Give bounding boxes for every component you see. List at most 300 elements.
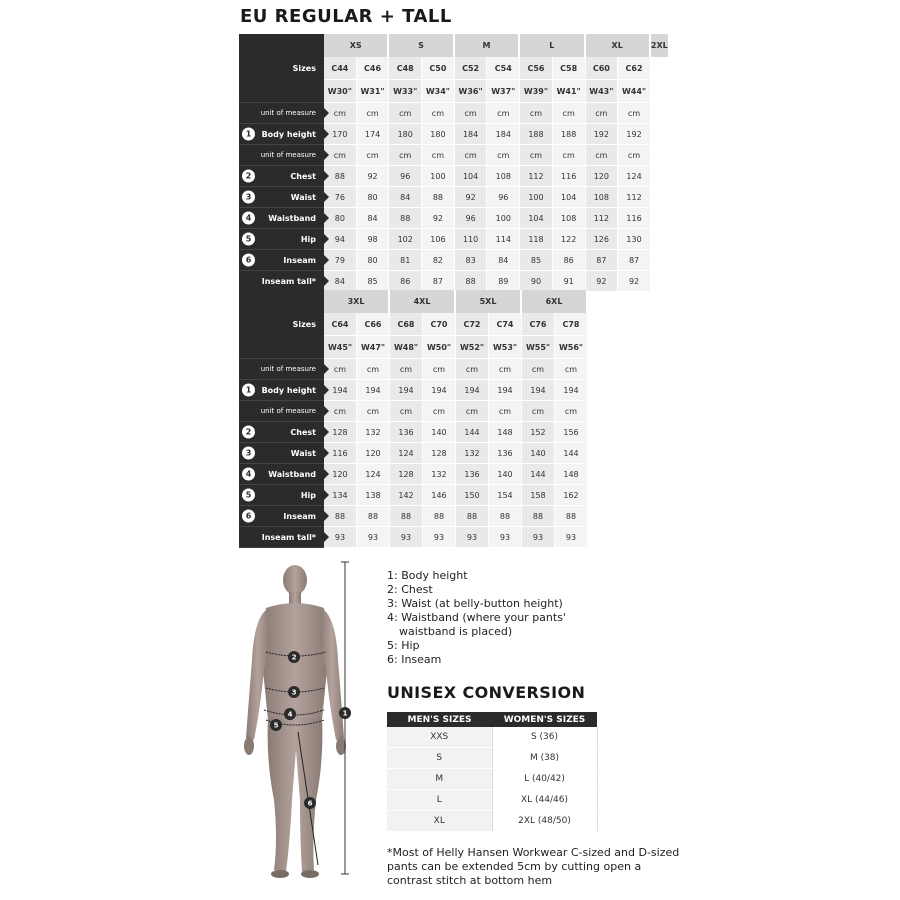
measurement-legend <box>387 569 566 667</box>
measure-number-badge: 1 <box>242 128 255 141</box>
table-cell: cm <box>357 103 390 124</box>
row-label-hip <box>239 485 324 506</box>
size-group-header: 3XL <box>324 290 390 313</box>
table-cell: 134 <box>324 485 357 506</box>
row-arrow-icon <box>324 427 329 437</box>
row-label-waistband <box>239 464 324 485</box>
table-cell: 152 <box>522 422 555 443</box>
row-label-text: Inseam <box>283 511 316 521</box>
table-cell: 88 <box>489 506 522 527</box>
table-cell: 124 <box>390 443 423 464</box>
legend-item: waistband is placed) <box>399 625 513 638</box>
table-cell: 188 <box>520 124 553 145</box>
table-cell: cm <box>456 401 489 422</box>
row-label-waist <box>239 187 324 208</box>
row-label-text: Inseam tall* <box>261 532 316 542</box>
table-cell: 92 <box>422 208 455 229</box>
row-arrow-icon <box>324 448 329 458</box>
size-code-cell: C66 <box>357 313 390 336</box>
table-cell: 93 <box>357 527 390 548</box>
row-arrow-icon <box>324 129 329 139</box>
table-cell: 174 <box>357 124 390 145</box>
size-code-cell: C60 <box>586 57 619 80</box>
table-cell: 87 <box>586 250 619 271</box>
table-cell: cm <box>324 359 357 380</box>
measure-number-badge: 1 <box>242 384 255 397</box>
womens-size-cell: M (38) <box>492 748 597 769</box>
row-label-text: Waist <box>290 448 316 458</box>
table-cell: 104 <box>455 166 488 187</box>
table-cell: 86 <box>553 250 586 271</box>
table-cell: 180 <box>422 124 455 145</box>
womens-size-cell: L (40/42) <box>492 769 597 790</box>
size-code-cell: W39" <box>520 80 553 103</box>
table-cell: cm <box>324 103 357 124</box>
table-cell: 194 <box>357 380 390 401</box>
table-cell: 81 <box>389 250 422 271</box>
table-cell: 194 <box>555 380 588 401</box>
size-code-cell: W36" <box>455 80 488 103</box>
table-cell: 194 <box>522 380 555 401</box>
table-cell: 93 <box>522 527 555 548</box>
table-cell: 84 <box>487 250 520 271</box>
table-cell: 88 <box>455 271 488 292</box>
size-code-cell: W53" <box>489 336 522 359</box>
mens-size-cell: XL <box>387 811 492 832</box>
table-cell: 144 <box>555 443 588 464</box>
size-code-cell: W52" <box>456 336 489 359</box>
table-cell: cm <box>324 401 357 422</box>
row-label-waist <box>239 443 324 464</box>
conversion-row <box>387 811 597 832</box>
svg-text:4: 4 <box>287 710 293 719</box>
table-cell: 83 <box>455 250 488 271</box>
size-group-header: XS <box>324 34 389 57</box>
conversion-table <box>387 712 598 832</box>
table-cell: 118 <box>520 229 553 250</box>
row-label-text: unit of measure <box>260 151 316 159</box>
table-cell: 88 <box>357 506 390 527</box>
size-code-cell: C58 <box>553 57 586 80</box>
row-label-body-height <box>239 380 324 401</box>
size-code-cell: W45" <box>324 336 357 359</box>
chart-title: EU REGULAR + TALL <box>240 6 452 27</box>
mens-size-cell: S <box>387 748 492 769</box>
sizes-label: Sizes <box>239 290 324 359</box>
table-cell: 194 <box>423 380 456 401</box>
row-label-text: Hip <box>300 234 316 244</box>
table-cell: cm <box>522 359 555 380</box>
size-code-cell: W50" <box>423 336 456 359</box>
table-cell: 86 <box>389 271 422 292</box>
conversion-row <box>387 727 597 748</box>
row-arrow-icon <box>324 511 329 521</box>
table-cell: 188 <box>553 124 586 145</box>
table-cell: cm <box>422 103 455 124</box>
legend-item: 6: Inseam <box>387 653 442 666</box>
size-code-cell: C56 <box>520 57 553 80</box>
legend-item: 1: Body height <box>387 569 468 582</box>
table-cell: cm <box>553 145 586 166</box>
size-group-header: 5XL <box>456 290 522 313</box>
measure-number-badge: 6 <box>242 254 255 267</box>
size-group-header: L <box>520 34 585 57</box>
size-code-cell: W37" <box>487 80 520 103</box>
measure-number-badge: 5 <box>242 489 255 502</box>
legend-item: 3: Waist (at belly-button height) <box>387 597 563 610</box>
size-group-header: 4XL <box>390 290 456 313</box>
size-group-header: 2XL <box>651 34 670 57</box>
table-cell: 138 <box>357 485 390 506</box>
table-cell: 154 <box>489 485 522 506</box>
row-arrow-icon <box>324 385 329 395</box>
table-cell: 106 <box>422 229 455 250</box>
table-cell: 148 <box>555 464 588 485</box>
table-cell: 96 <box>487 187 520 208</box>
size-code-cell: C50 <box>422 57 455 80</box>
table-cell: cm <box>423 359 456 380</box>
size-code-cell: C68 <box>390 313 423 336</box>
table-cell: 96 <box>389 166 422 187</box>
womens-size-cell: S (36) <box>492 727 597 748</box>
table-cell: cm <box>487 145 520 166</box>
size-code-cell: C78 <box>555 313 588 336</box>
table-cell: cm <box>618 103 651 124</box>
size-code-cell: C54 <box>487 57 520 80</box>
table-cell: 104 <box>520 208 553 229</box>
table-cell: 140 <box>522 443 555 464</box>
table-cell: 110 <box>455 229 488 250</box>
measure-number-badge: 4 <box>242 212 255 225</box>
row-arrow-icon <box>324 406 329 416</box>
size-code-cell: C48 <box>389 57 422 80</box>
table-cell: cm <box>423 401 456 422</box>
row-label-inseam-tall <box>239 527 324 548</box>
size-code-cell: W33" <box>389 80 422 103</box>
size-code-cell: W43" <box>586 80 619 103</box>
row-label-text: Waist <box>290 192 316 202</box>
table-cell: cm <box>422 145 455 166</box>
size-code-cell: C76 <box>522 313 555 336</box>
row-arrow-icon <box>324 255 329 265</box>
table-cell: cm <box>389 103 422 124</box>
body-figure <box>236 560 366 894</box>
table-cell: 93 <box>423 527 456 548</box>
table-cell: 91 <box>553 271 586 292</box>
table-cell: 136 <box>390 422 423 443</box>
size-group-header: M <box>455 34 520 57</box>
table-cell: 194 <box>390 380 423 401</box>
table-cell: 88 <box>324 166 357 187</box>
size-table-large <box>239 290 588 548</box>
size-code-cell: C74 <box>489 313 522 336</box>
size-code-cell: W34" <box>422 80 455 103</box>
svg-text:6: 6 <box>307 799 313 808</box>
table-cell: 108 <box>586 187 619 208</box>
row-arrow-icon <box>324 364 329 374</box>
table-cell: 93 <box>489 527 522 548</box>
table-cell: 146 <box>423 485 456 506</box>
table-cell: 126 <box>586 229 619 250</box>
table-cell: 80 <box>357 187 390 208</box>
table-cell: 122 <box>553 229 586 250</box>
row-label-hip <box>239 229 324 250</box>
row-label-text: Hip <box>300 490 316 500</box>
table-cell: 93 <box>324 527 357 548</box>
table-cell: cm <box>389 145 422 166</box>
table-cell: 148 <box>489 422 522 443</box>
table-cell: 100 <box>422 166 455 187</box>
table-cell: cm <box>586 145 619 166</box>
table-cell: 104 <box>553 187 586 208</box>
table-cell: 184 <box>455 124 488 145</box>
table-cell: 88 <box>555 506 588 527</box>
table-cell: 128 <box>390 464 423 485</box>
table-cell: 136 <box>456 464 489 485</box>
table-cell: 132 <box>456 443 489 464</box>
svg-text:2: 2 <box>291 653 297 662</box>
table-cell: 136 <box>489 443 522 464</box>
row-label-text: Inseam <box>283 255 316 265</box>
row-arrow-icon <box>324 150 329 160</box>
table-cell: 116 <box>324 443 357 464</box>
row-label-unit-of-measure <box>239 145 324 166</box>
measure-number-badge: 2 <box>242 426 255 439</box>
row-label-unit-of-measure <box>239 401 324 422</box>
table-cell: 84 <box>357 208 390 229</box>
row-label-text: Waistband <box>268 469 316 479</box>
table-cell: 88 <box>422 187 455 208</box>
table-cell: cm <box>324 145 357 166</box>
table-cell: 88 <box>390 506 423 527</box>
table-cell: 156 <box>555 422 588 443</box>
table-cell: cm <box>455 145 488 166</box>
row-arrow-icon <box>324 108 329 118</box>
sizes-label: Sizes <box>239 34 324 103</box>
table-cell: cm <box>553 103 586 124</box>
table-cell: cm <box>390 359 423 380</box>
table-cell: 158 <box>522 485 555 506</box>
size-code-cell: C64 <box>324 313 357 336</box>
svg-text:3: 3 <box>291 688 297 697</box>
row-label-text: unit of measure <box>260 109 316 117</box>
table-cell: 85 <box>357 271 390 292</box>
table-cell: cm <box>555 401 588 422</box>
row-arrow-icon <box>324 192 329 202</box>
row-label-inseam-tall <box>239 271 324 292</box>
row-label-text: unit of measure <box>260 365 316 373</box>
legend-item: 5: Hip <box>387 639 420 652</box>
table-cell: cm <box>586 103 619 124</box>
table-cell: cm <box>357 145 390 166</box>
table-cell: 192 <box>618 124 651 145</box>
womens-size-cell: 2XL (48/50) <box>492 811 597 832</box>
table-cell: 92 <box>357 166 390 187</box>
size-code-cell: W56" <box>555 336 588 359</box>
table-cell: 162 <box>555 485 588 506</box>
row-label-unit-of-measure <box>239 103 324 124</box>
size-group-header: XL <box>586 34 651 57</box>
size-code-cell: C44 <box>324 57 357 80</box>
table-cell: 88 <box>423 506 456 527</box>
table-cell: 84 <box>324 271 357 292</box>
table-cell: 102 <box>389 229 422 250</box>
table-cell: 120 <box>324 464 357 485</box>
table-cell: 80 <box>357 250 390 271</box>
table-cell: cm <box>489 401 522 422</box>
svg-text:1: 1 <box>342 709 348 718</box>
size-code-cell: W55" <box>522 336 555 359</box>
table-cell: 194 <box>456 380 489 401</box>
table-cell: 94 <box>324 229 357 250</box>
conversion-row <box>387 790 597 811</box>
table-cell: 82 <box>422 250 455 271</box>
table-cell: cm <box>618 145 651 166</box>
table-cell: 108 <box>553 208 586 229</box>
table-cell: 150 <box>456 485 489 506</box>
table-cell: 144 <box>522 464 555 485</box>
table-cell: 88 <box>324 506 357 527</box>
table-cell: 76 <box>324 187 357 208</box>
size-code-cell: W44" <box>618 80 651 103</box>
table-cell: 80 <box>324 208 357 229</box>
table-cell: 132 <box>357 422 390 443</box>
table-cell: 108 <box>487 166 520 187</box>
table-cell: 194 <box>324 380 357 401</box>
size-code-cell: W47" <box>357 336 390 359</box>
table-cell: 112 <box>618 187 651 208</box>
size-table-regular <box>239 34 670 292</box>
table-cell: cm <box>522 401 555 422</box>
table-cell: 93 <box>456 527 489 548</box>
table-cell: 84 <box>389 187 422 208</box>
size-code-cell: C62 <box>618 57 651 80</box>
table-cell: cm <box>520 145 553 166</box>
table-cell: 192 <box>586 124 619 145</box>
table-cell: 184 <box>487 124 520 145</box>
row-label-inseam <box>239 250 324 271</box>
table-cell: 116 <box>618 208 651 229</box>
table-cell: 140 <box>423 422 456 443</box>
svg-text:5: 5 <box>273 721 279 730</box>
body-figure-illustration <box>236 560 366 890</box>
conversion-title: UNISEX CONVERSION <box>387 683 586 702</box>
row-label-text: Body height <box>261 129 316 139</box>
conversion-row <box>387 748 597 769</box>
table-cell: 88 <box>389 208 422 229</box>
row-arrow-icon <box>324 276 329 286</box>
table-cell: cm <box>555 359 588 380</box>
measure-number-badge: 4 <box>242 468 255 481</box>
size-group-header: 6XL <box>522 290 588 313</box>
size-code-cell: C46 <box>357 57 390 80</box>
row-label-waistband <box>239 208 324 229</box>
table-cell: 100 <box>520 187 553 208</box>
row-label-body-height <box>239 124 324 145</box>
legend-item: 2: Chest <box>387 583 433 596</box>
table-cell: 128 <box>423 443 456 464</box>
table-cell: 116 <box>553 166 586 187</box>
measure-number-badge: 6 <box>242 510 255 523</box>
conversion-header-men: MEN'S SIZES <box>387 712 492 727</box>
table-cell: 128 <box>324 422 357 443</box>
table-cell: cm <box>520 103 553 124</box>
table-cell: 85 <box>520 250 553 271</box>
row-label-unit-of-measure <box>239 359 324 380</box>
table-cell: 120 <box>586 166 619 187</box>
measure-number-badge: 3 <box>242 191 255 204</box>
table-cell: 142 <box>390 485 423 506</box>
table-cell: 130 <box>618 229 651 250</box>
table-cell: 88 <box>456 506 489 527</box>
size-code-cell: W31" <box>357 80 390 103</box>
table-cell: 114 <box>487 229 520 250</box>
row-label-text: Chest <box>290 171 316 181</box>
row-arrow-icon <box>324 490 329 500</box>
table-cell: 90 <box>520 271 553 292</box>
table-cell: 100 <box>487 208 520 229</box>
row-label-text: Chest <box>290 427 316 437</box>
table-cell: 112 <box>520 166 553 187</box>
measure-number-badge: 3 <box>242 447 255 460</box>
footnote: *Most of Helly Hansen Workwear C-sized and D-sized pants can be extended 5cm by cutting open a contrast stitch at bottom hem <box>387 846 680 887</box>
table-cell: cm <box>456 359 489 380</box>
conversion-header-women: WOMEN'S SIZES <box>492 712 597 727</box>
womens-size-cell: XL (44/46) <box>492 790 597 811</box>
table-cell: 124 <box>357 464 390 485</box>
table-cell: 132 <box>423 464 456 485</box>
row-label-text: Waistband <box>268 213 316 223</box>
table-cell: 88 <box>522 506 555 527</box>
legend-item: 4: Waistband (where your pants' <box>387 611 566 624</box>
size-group-header: S <box>389 34 454 57</box>
table-cell: 96 <box>455 208 488 229</box>
table-cell: 93 <box>390 527 423 548</box>
table-cell: 87 <box>422 271 455 292</box>
row-arrow-icon <box>324 171 329 181</box>
mens-size-cell: L <box>387 790 492 811</box>
row-arrow-icon <box>324 469 329 479</box>
table-cell: 140 <box>489 464 522 485</box>
table-cell: cm <box>390 401 423 422</box>
table-cell: 92 <box>586 271 619 292</box>
table-cell: 112 <box>586 208 619 229</box>
table-cell: cm <box>357 359 390 380</box>
row-label-chest <box>239 166 324 187</box>
size-code-cell: C72 <box>456 313 489 336</box>
row-label-text: unit of measure <box>260 407 316 415</box>
size-code-cell: W30" <box>324 80 357 103</box>
row-label-inseam <box>239 506 324 527</box>
measure-number-badge: 5 <box>242 233 255 246</box>
table-cell: cm <box>489 359 522 380</box>
table-cell: 180 <box>389 124 422 145</box>
table-cell: 79 <box>324 250 357 271</box>
mens-size-cell: M <box>387 769 492 790</box>
conversion-row <box>387 769 597 790</box>
size-code-cell: W48" <box>390 336 423 359</box>
table-cell: 98 <box>357 229 390 250</box>
row-label-chest <box>239 422 324 443</box>
table-cell: 92 <box>455 187 488 208</box>
row-arrow-icon <box>324 234 329 244</box>
table-cell: 194 <box>489 380 522 401</box>
table-cell: cm <box>487 103 520 124</box>
row-arrow-icon <box>324 213 329 223</box>
size-code-cell: C70 <box>423 313 456 336</box>
table-cell: 124 <box>618 166 651 187</box>
table-cell: 144 <box>456 422 489 443</box>
